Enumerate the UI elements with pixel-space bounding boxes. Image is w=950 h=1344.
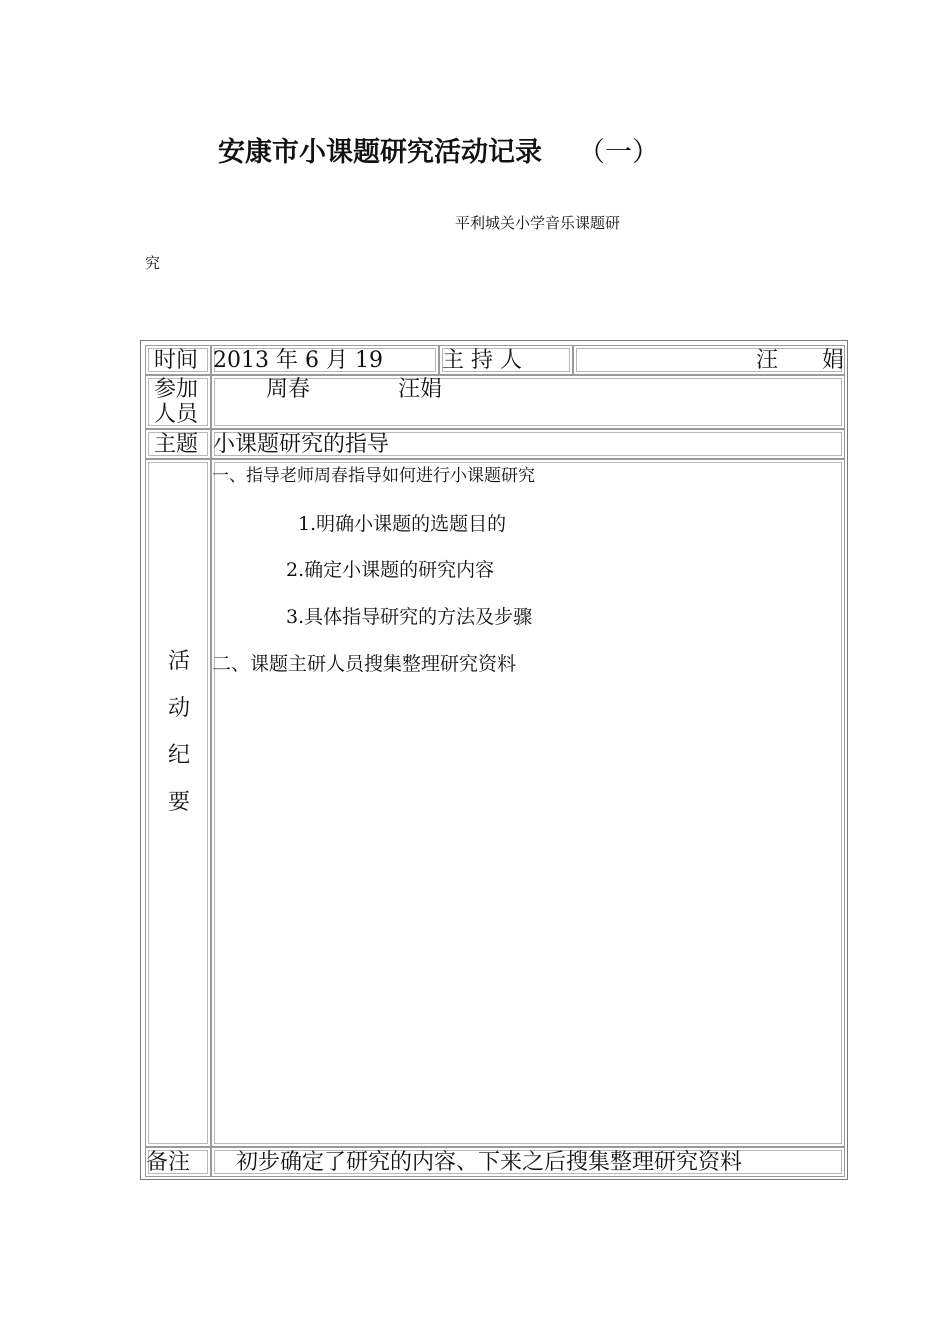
subtitle-line-2: 究: [145, 254, 161, 272]
time-value-cell: [211, 345, 439, 375]
host-label-cell: [439, 345, 573, 375]
participants-label-2: 人员: [154, 402, 199, 427]
summary-item-4: 3.具体指导研究的方法及步骤: [286, 606, 533, 628]
time-label: 时间: [154, 348, 199, 373]
host-value-cell: [573, 345, 845, 375]
topic-label-cell: [145, 429, 211, 459]
time-value: 2013 年 6 月 19: [213, 348, 383, 373]
summary-item-3: 2.确定小课题的研究内容: [286, 559, 495, 581]
subtitle-line-1: 平利城关小学音乐课题研: [455, 214, 621, 232]
participants-label-1: 参加: [154, 377, 199, 402]
participants-label-cell: [145, 375, 211, 429]
host-value: 汪 娟: [755, 348, 844, 373]
remarks-value: 初步确定了研究的内容、下来之后搜集整理研究资料: [236, 1150, 743, 1175]
participant-1: 周春: [266, 377, 311, 402]
time-label-cell: [145, 345, 211, 375]
remarks-label: 备注: [146, 1150, 191, 1175]
participants-value-cell: [211, 375, 845, 429]
activity-record-table: [140, 340, 848, 1180]
summary-item-5: 二、课题主研人员搜集整理研究资料: [212, 653, 517, 675]
summary-item-2: 1.明确小课题的选题目的: [298, 513, 507, 535]
summary-label-cell: [145, 459, 211, 1147]
document-title: [218, 130, 738, 169]
summary-label-char-1: 活: [167, 649, 190, 674]
topic-value: 小课题研究的指导: [213, 432, 390, 457]
topic-value-cell: [211, 429, 845, 459]
remarks-value-cell: [211, 1147, 845, 1177]
summary-label-char-3: 纪: [167, 743, 190, 768]
summary-item-1: 一、指导老师周春指导如何进行小课题研究: [212, 466, 535, 486]
participant-2: 汪娟: [398, 377, 443, 402]
summary-label-char-4: 要: [167, 790, 190, 815]
title-number: （一）: [578, 137, 659, 168]
remarks-label-cell: [145, 1147, 211, 1177]
title-text: 安康市小课题研究活动记录: [218, 137, 542, 168]
summary-label-char-2: 动: [167, 696, 190, 721]
topic-label: 主题: [154, 432, 199, 457]
summary-content-cell: [211, 459, 845, 1147]
host-label: 主 持 人: [442, 348, 522, 373]
